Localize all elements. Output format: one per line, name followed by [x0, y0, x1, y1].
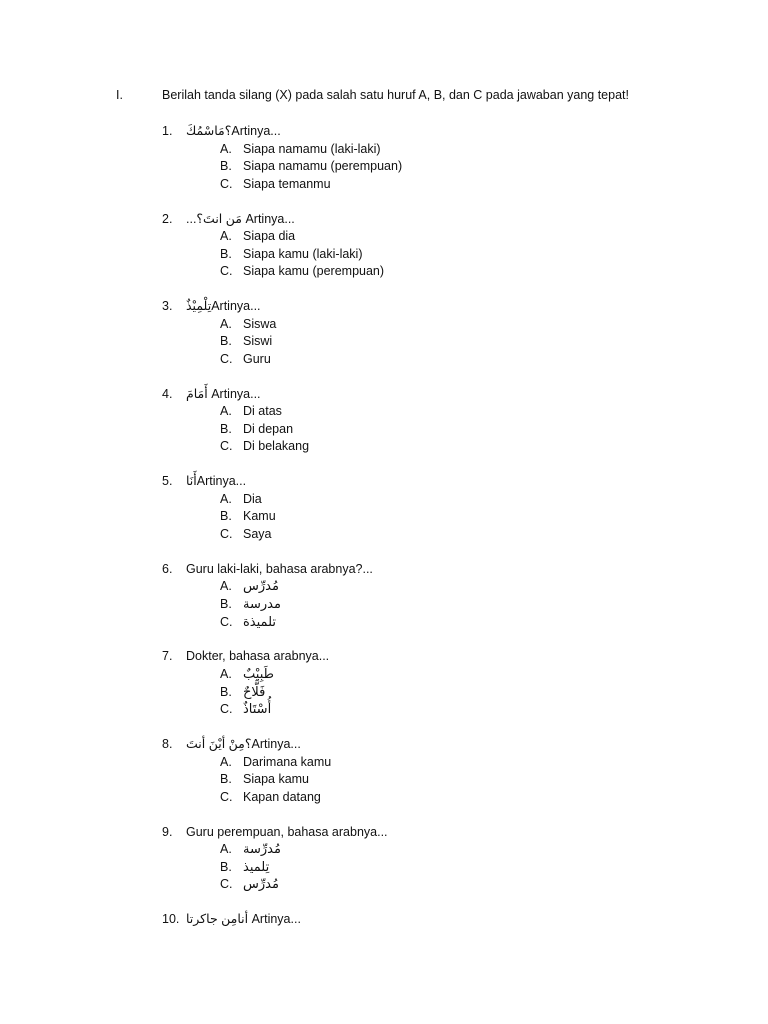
- question-line: [162, 648, 722, 666]
- option-letter: A.: [220, 316, 232, 331]
- option-text: Darimana kamu: [243, 754, 332, 769]
- question-text: Guru perempuan, bahasa arabnya...: [186, 824, 388, 839]
- option-letter: B.: [220, 772, 232, 787]
- question-item: [162, 123, 722, 193]
- question-text: أَنَاArtinya...: [186, 474, 247, 489]
- question-line: [162, 298, 722, 316]
- question-number: 8.: [162, 736, 173, 751]
- answer-option: [162, 141, 722, 159]
- option-text: مُدرِّسة: [243, 842, 281, 858]
- option-letter: C.: [220, 351, 233, 366]
- option-letter: C.: [220, 702, 233, 717]
- question-line: [162, 211, 722, 229]
- option-text: Saya: [243, 527, 272, 542]
- option-text: Siapa kamu: [243, 772, 310, 787]
- question-item: [162, 736, 722, 806]
- question-text: Guru laki-laki, bahasa arabnya?...: [186, 561, 373, 576]
- option-letter: A.: [220, 404, 232, 419]
- answer-option: [162, 841, 722, 859]
- question-number: 6.: [162, 561, 173, 576]
- option-text: Di depan: [243, 421, 294, 436]
- option-letter: B.: [220, 509, 232, 524]
- option-letter: A.: [220, 491, 232, 506]
- option-letter: B.: [220, 246, 232, 261]
- question-number: 4.: [162, 386, 173, 401]
- answer-option: [162, 228, 722, 246]
- option-text: Siapa namamu (laki-laki): [243, 141, 381, 156]
- option-letter: C.: [220, 527, 233, 542]
- question-number: 5.: [162, 474, 173, 489]
- option-text: Siapa temanmu: [243, 176, 331, 191]
- question-number: 1.: [162, 124, 173, 138]
- option-letter: C.: [220, 789, 233, 804]
- option-text: Dia: [243, 491, 262, 506]
- answer-option: [162, 701, 722, 719]
- question-item: [162, 911, 722, 929]
- answer-option: [162, 771, 722, 789]
- answer-option: [162, 316, 722, 334]
- answer-option: [162, 684, 722, 702]
- answer-option: [162, 876, 722, 894]
- question-text: أَمَامَ Artinya...: [186, 386, 261, 401]
- question-number: 3.: [162, 299, 173, 314]
- question-item: [162, 298, 722, 368]
- option-letter: B.: [220, 859, 232, 874]
- instruction-text: Berilah tanda silang (X) pada salah satu huruf A, B, dan C pada jawaban yang tepat!: [162, 88, 629, 102]
- question-line: [162, 736, 722, 754]
- question-item: [162, 824, 722, 894]
- option-letter: C.: [220, 614, 233, 629]
- answer-option: [162, 333, 722, 351]
- section-number: I.: [116, 88, 123, 102]
- answer-option: [162, 578, 722, 596]
- question-item: [162, 648, 722, 718]
- option-letter: C.: [220, 176, 233, 191]
- question-text: أنامِن جاكرتا Artinya...: [186, 912, 301, 927]
- question-text: ...مَن انتَ؟ Artinya...: [186, 211, 295, 226]
- option-text: مُدرِّس: [243, 877, 279, 893]
- option-letter: B.: [220, 334, 232, 349]
- question-item: [162, 386, 722, 456]
- option-text: Di belakang: [243, 439, 310, 454]
- answer-option: [162, 666, 722, 684]
- question-line: [162, 561, 722, 579]
- option-text: Kapan datang: [243, 789, 321, 804]
- option-text: Kamu: [243, 509, 276, 524]
- option-text: فَلَّاحٌ: [243, 684, 266, 700]
- question-line: [162, 824, 722, 842]
- question-number: 10.: [162, 912, 180, 927]
- option-letter: A.: [220, 754, 232, 769]
- answer-option: [162, 158, 722, 176]
- option-letter: B.: [220, 684, 232, 699]
- answer-option: [162, 176, 722, 194]
- answer-option: [162, 491, 722, 509]
- option-text: Siswa: [243, 316, 277, 331]
- question-number: 9.: [162, 824, 173, 839]
- option-text: مدرسة: [243, 597, 281, 612]
- option-text: Siswi: [243, 334, 273, 349]
- question-text: ؟مَاسْمُكَArtinya...: [186, 124, 281, 138]
- answer-option: [162, 351, 722, 369]
- answer-option: [162, 596, 722, 614]
- option-text: تِلميذ: [243, 859, 270, 875]
- question-line: [162, 386, 722, 404]
- option-text: Siapa kamu (perempuan): [243, 264, 385, 279]
- question-line: [162, 123, 722, 141]
- question-text: ؟مِنْ أيْنَ أنتَArtinya...: [186, 736, 301, 751]
- option-letter: A.: [220, 229, 232, 244]
- question-text: Dokter, bahasa arabnya...: [186, 649, 330, 664]
- question-line: [162, 473, 722, 491]
- answer-option: [162, 263, 722, 281]
- option-text: Siapa dia: [243, 229, 296, 244]
- question-item: [162, 211, 722, 281]
- option-letter: A.: [220, 579, 232, 594]
- answer-option: [162, 508, 722, 526]
- question-text: تِلْمِيْذٌArtinya...: [186, 299, 261, 314]
- answer-option: [162, 614, 722, 632]
- option-letter: A.: [220, 666, 232, 681]
- question-list: [162, 123, 722, 946]
- option-letter: A.: [220, 141, 232, 156]
- answer-option: [162, 526, 722, 544]
- option-text: أُسْتَاذٌ: [243, 702, 272, 718]
- answer-option: [162, 421, 722, 439]
- answer-option: [162, 789, 722, 807]
- option-letter: B.: [220, 159, 232, 174]
- answer-option: [162, 403, 722, 421]
- question-line: [162, 911, 722, 929]
- question-item: [162, 561, 722, 631]
- option-letter: B.: [220, 421, 232, 436]
- option-letter: B.: [220, 597, 232, 611]
- question-item: [162, 473, 722, 543]
- answer-option: [162, 246, 722, 264]
- option-letter: A.: [220, 842, 232, 857]
- answer-option: [162, 859, 722, 877]
- option-text: طَبِيْبٌ: [243, 666, 274, 682]
- option-letter: C.: [220, 439, 233, 454]
- question-number: 2.: [162, 211, 173, 226]
- option-letter: C.: [220, 877, 233, 892]
- option-letter: C.: [220, 264, 233, 279]
- question-number: 7.: [162, 649, 173, 664]
- option-text: مُدرِّس: [243, 579, 279, 595]
- answer-option: [162, 438, 722, 456]
- option-text: Di atas: [243, 404, 282, 419]
- answer-option: [162, 754, 722, 772]
- option-text: Siapa kamu (laki-laki): [243, 246, 363, 261]
- option-text: Guru: [243, 351, 271, 366]
- option-text: تلميذة: [243, 614, 276, 630]
- option-text: Siapa namamu (perempuan): [243, 159, 403, 174]
